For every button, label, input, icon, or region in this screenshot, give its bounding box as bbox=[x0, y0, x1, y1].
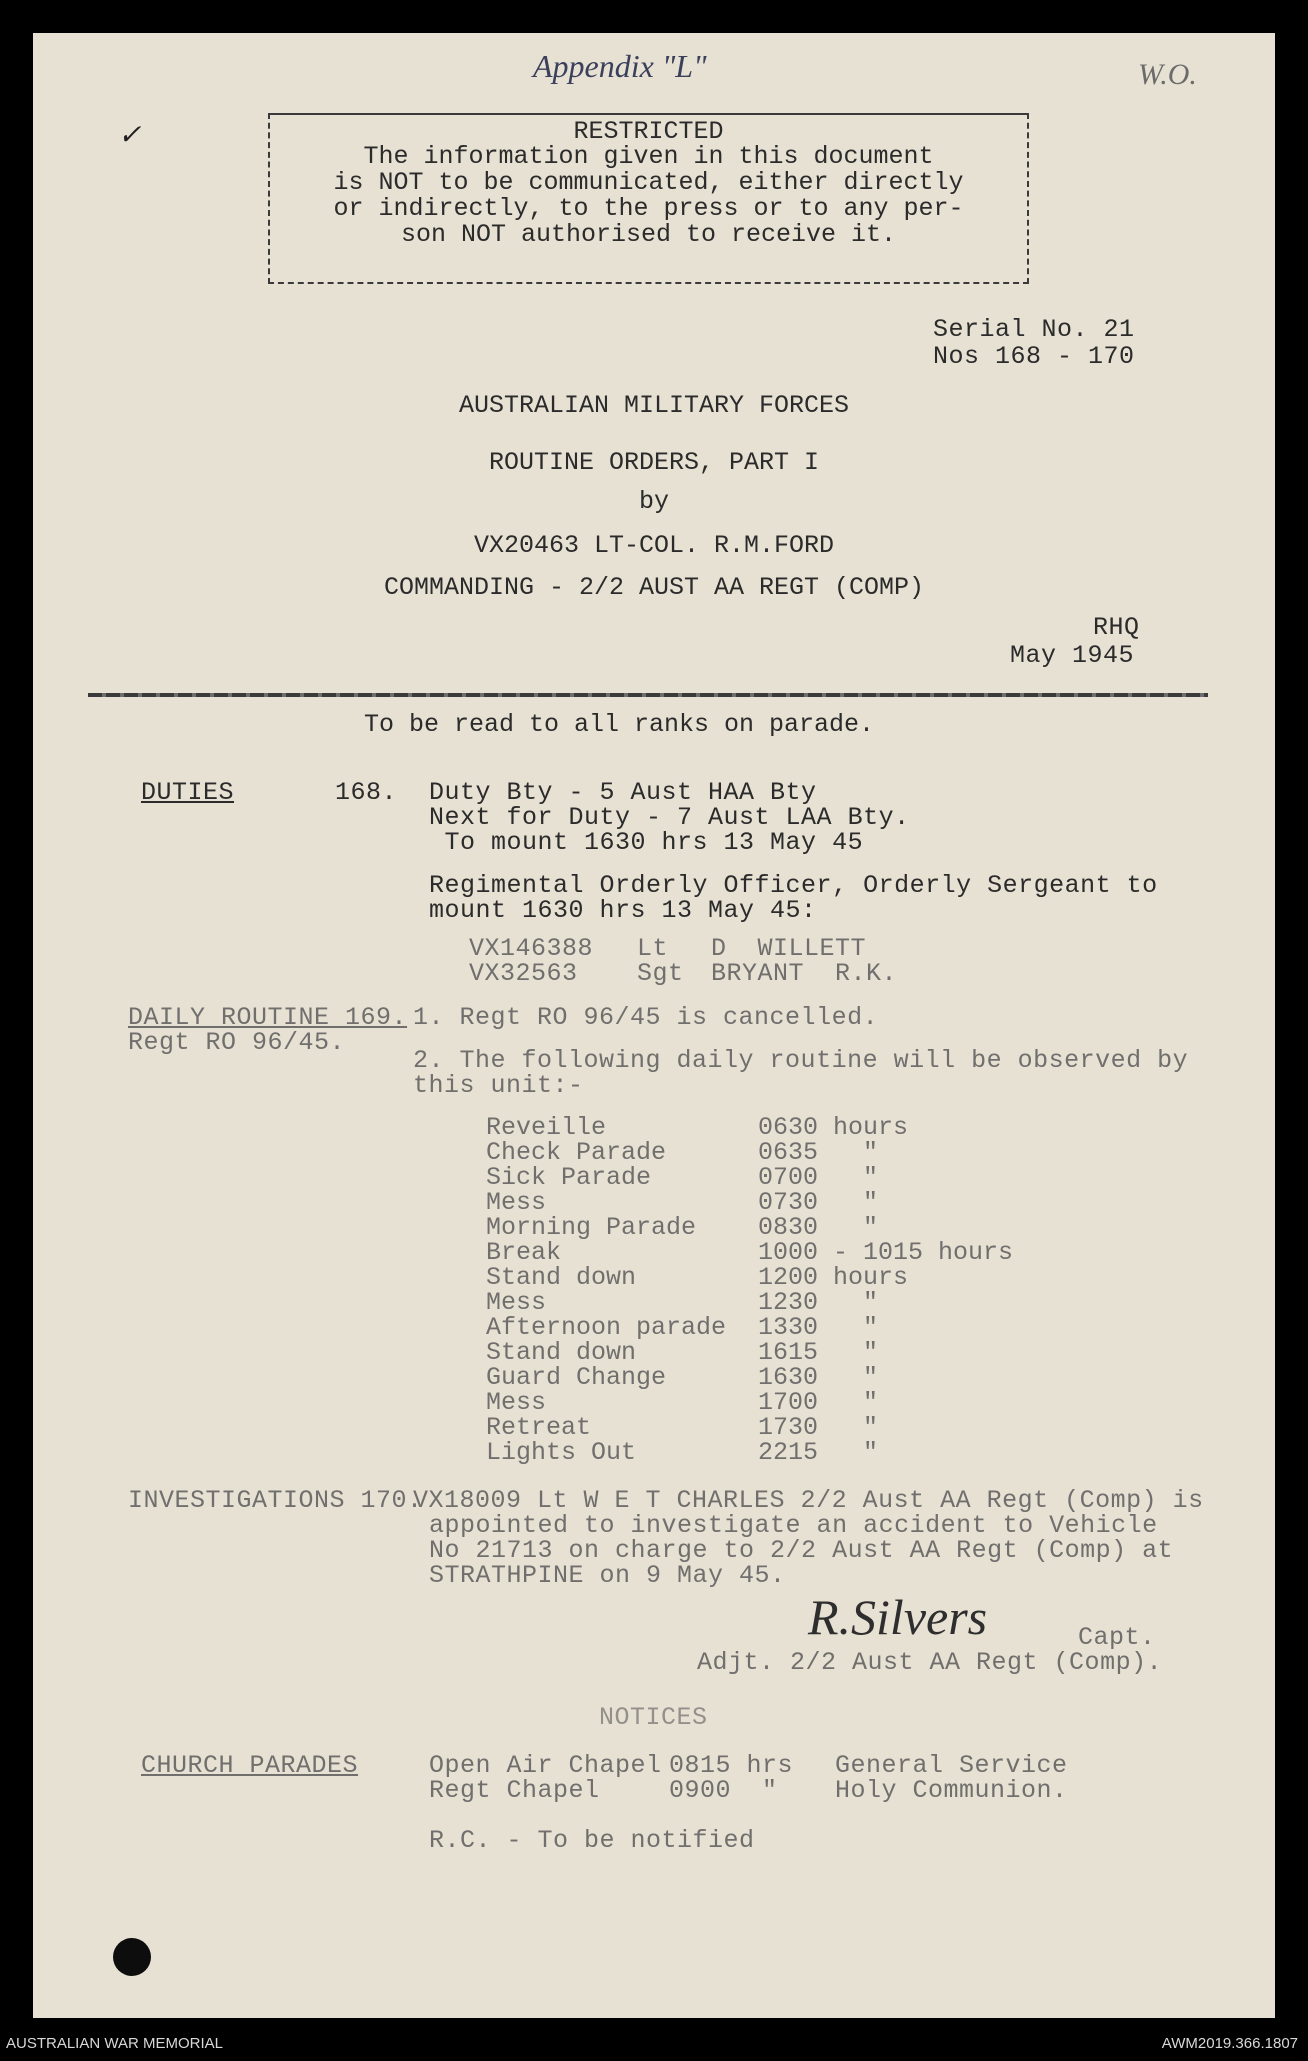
restricted-line-3: or indirectly, to the press or to any per- bbox=[333, 194, 964, 223]
schedule-event: Lights Out bbox=[486, 1438, 637, 1467]
schedule-time: 1200 hours bbox=[758, 1263, 909, 1292]
command-unit: COMMANDING - 2/2 AUST AA REGT (COMP) bbox=[383, 573, 925, 602]
footer-institution: AUSTRALIAN WAR MEMORIAL bbox=[6, 2035, 223, 2052]
personnel-name-1: D WILLETT bbox=[711, 934, 867, 963]
schedule-event: Mess bbox=[486, 1188, 547, 1217]
duties-heading: DUTIES bbox=[141, 778, 235, 807]
schedule-event: Reveille bbox=[486, 1113, 607, 1142]
punch-hole bbox=[113, 1938, 151, 1976]
signature-rank: Capt. bbox=[1078, 1623, 1156, 1652]
investigations-heading: INVESTIGATIONS 170. bbox=[128, 1486, 423, 1515]
service-type-2: Holy Communion. bbox=[835, 1776, 1068, 1805]
org-title: AUSTRALIAN MILITARY FORCES bbox=[458, 391, 850, 420]
order-numbers: Nos 168 - 170 bbox=[933, 342, 1135, 371]
tick-mark: ✓ bbox=[118, 120, 142, 151]
schedule-time: 1615 " bbox=[758, 1338, 879, 1367]
routine-item-1: 1. Regt RO 96/45 is cancelled. bbox=[413, 1003, 879, 1032]
investigations-line-4: STRATHPINE on 9 May 45. bbox=[429, 1561, 786, 1590]
investigations-line-2: appointed to investigate an accident to Vehicle bbox=[429, 1511, 1158, 1540]
service-place-2: Regt Chapel bbox=[429, 1776, 600, 1805]
service-place-1: Open Air Chapel bbox=[429, 1751, 662, 1780]
church-parades-heading: CHURCH PARADES bbox=[141, 1751, 359, 1780]
service-time-1: 0815 hrs bbox=[669, 1751, 794, 1780]
schedule-time: 0730 " bbox=[758, 1188, 879, 1217]
adjutant-signature: R.Silvers bbox=[808, 1589, 988, 1645]
routine-item-2-line-2: this unit:- bbox=[413, 1071, 584, 1100]
duties-line-3: To mount 1630 hrs 13 May 45 bbox=[429, 828, 864, 857]
duties-line-2: Next for Duty - 7 Aust LAA Bty. bbox=[429, 803, 910, 832]
schedule-event: Afternoon parade bbox=[486, 1313, 727, 1342]
schedule-event: Stand down bbox=[486, 1263, 637, 1292]
personnel-rank-1: Lt bbox=[637, 934, 669, 963]
schedule-time: 0635 " bbox=[758, 1138, 879, 1167]
schedule-event: Sick Parade bbox=[486, 1163, 652, 1192]
document-page bbox=[33, 33, 1275, 2018]
section-divider bbox=[88, 693, 1208, 697]
schedule-event: Mess bbox=[486, 1288, 547, 1317]
schedule-time: 1330 " bbox=[758, 1313, 879, 1342]
issue-date: May 1945 bbox=[1010, 641, 1135, 670]
signature-title: Adjt. 2/2 Aust AA Regt (Comp). bbox=[697, 1648, 1163, 1677]
schedule-event: Morning Parade bbox=[486, 1213, 697, 1242]
appendix-annotation: Appendix "L" bbox=[533, 48, 707, 84]
daily-routine-heading: DAILY ROUTINE 169. bbox=[128, 1003, 408, 1032]
schedule-event: Guard Change bbox=[486, 1363, 667, 1392]
restricted-line-2: is NOT to be communicated, either directly bbox=[333, 168, 964, 197]
personnel-number-2: VX32563 bbox=[469, 959, 578, 988]
schedule-time: 1700 " bbox=[758, 1388, 879, 1417]
personnel-rank-2: Sgt bbox=[637, 959, 684, 988]
footer-catalogue-id: AWM2019.366.1807 bbox=[1161, 2035, 1298, 2052]
by-line: by bbox=[638, 487, 669, 516]
notices-heading: NOTICES bbox=[599, 1703, 708, 1732]
rc-notice: R.C. - To be notified bbox=[429, 1826, 755, 1855]
schedule-event: Mess bbox=[486, 1388, 547, 1417]
location: RHQ bbox=[1093, 613, 1140, 642]
restricted-title: RESTRICTED bbox=[573, 117, 724, 146]
service-type-1: General Service bbox=[835, 1751, 1068, 1780]
schedule-time: 1000 - 1015 hours bbox=[758, 1238, 1014, 1267]
schedule-time: 1630 " bbox=[758, 1363, 879, 1392]
schedule-time: 0630 hours bbox=[758, 1113, 909, 1142]
investigations-line-1: VX18009 Lt W E T CHARLES 2/2 Aust AA Regt (Comp) is bbox=[413, 1486, 1204, 1515]
duties-line-1: Duty Bty - 5 Aust HAA Bty bbox=[429, 778, 817, 807]
schedule-time: 2215 " bbox=[758, 1438, 879, 1467]
personnel-number-1: VX146388 bbox=[469, 934, 594, 963]
personnel-name-2: BRYANT R.K. bbox=[711, 959, 898, 988]
wo-annotation: W.O. bbox=[1138, 58, 1197, 91]
schedule-time: 0700 " bbox=[758, 1163, 879, 1192]
schedule-event: Retreat bbox=[486, 1413, 592, 1442]
schedule-event: Check Parade bbox=[486, 1138, 667, 1167]
schedule-time: 0830 " bbox=[758, 1213, 879, 1242]
commanding-officer: VX20463 LT-COL. R.M.FORD bbox=[473, 531, 835, 560]
read-notice: To be read to all ranks on parade. bbox=[363, 710, 875, 739]
restricted-line-1: The information given in this document bbox=[363, 142, 934, 171]
orderly-line-2: mount 1630 hrs 13 May 45: bbox=[429, 896, 817, 925]
schedule-time: 1230 " bbox=[758, 1288, 879, 1317]
orderly-line-1: Regimental Orderly Officer, Orderly Sergeant to bbox=[429, 871, 1158, 900]
routine-item-2-line-1: 2. The following daily routine will be observed by bbox=[413, 1046, 1189, 1075]
orders-title: ROUTINE ORDERS, PART I bbox=[488, 448, 820, 477]
schedule-event: Stand down bbox=[486, 1338, 637, 1367]
schedule-time: 1730 " bbox=[758, 1413, 879, 1442]
restricted-line-4: son NOT authorised to receive it. bbox=[400, 220, 897, 249]
restricted-notice-box bbox=[268, 113, 1029, 284]
archive-footer bbox=[0, 2023, 1308, 2061]
duties-number: 168. bbox=[335, 778, 398, 807]
schedule-event: Break bbox=[486, 1238, 562, 1267]
service-time-2: 0900 " bbox=[669, 1776, 778, 1805]
investigations-line-3: No 21713 on charge to 2/2 Aust AA Regt (Comp) at bbox=[429, 1536, 1174, 1565]
daily-routine-subheading: Regt RO 96/45. bbox=[128, 1028, 346, 1057]
serial-number: Serial No. 21 bbox=[933, 315, 1135, 344]
